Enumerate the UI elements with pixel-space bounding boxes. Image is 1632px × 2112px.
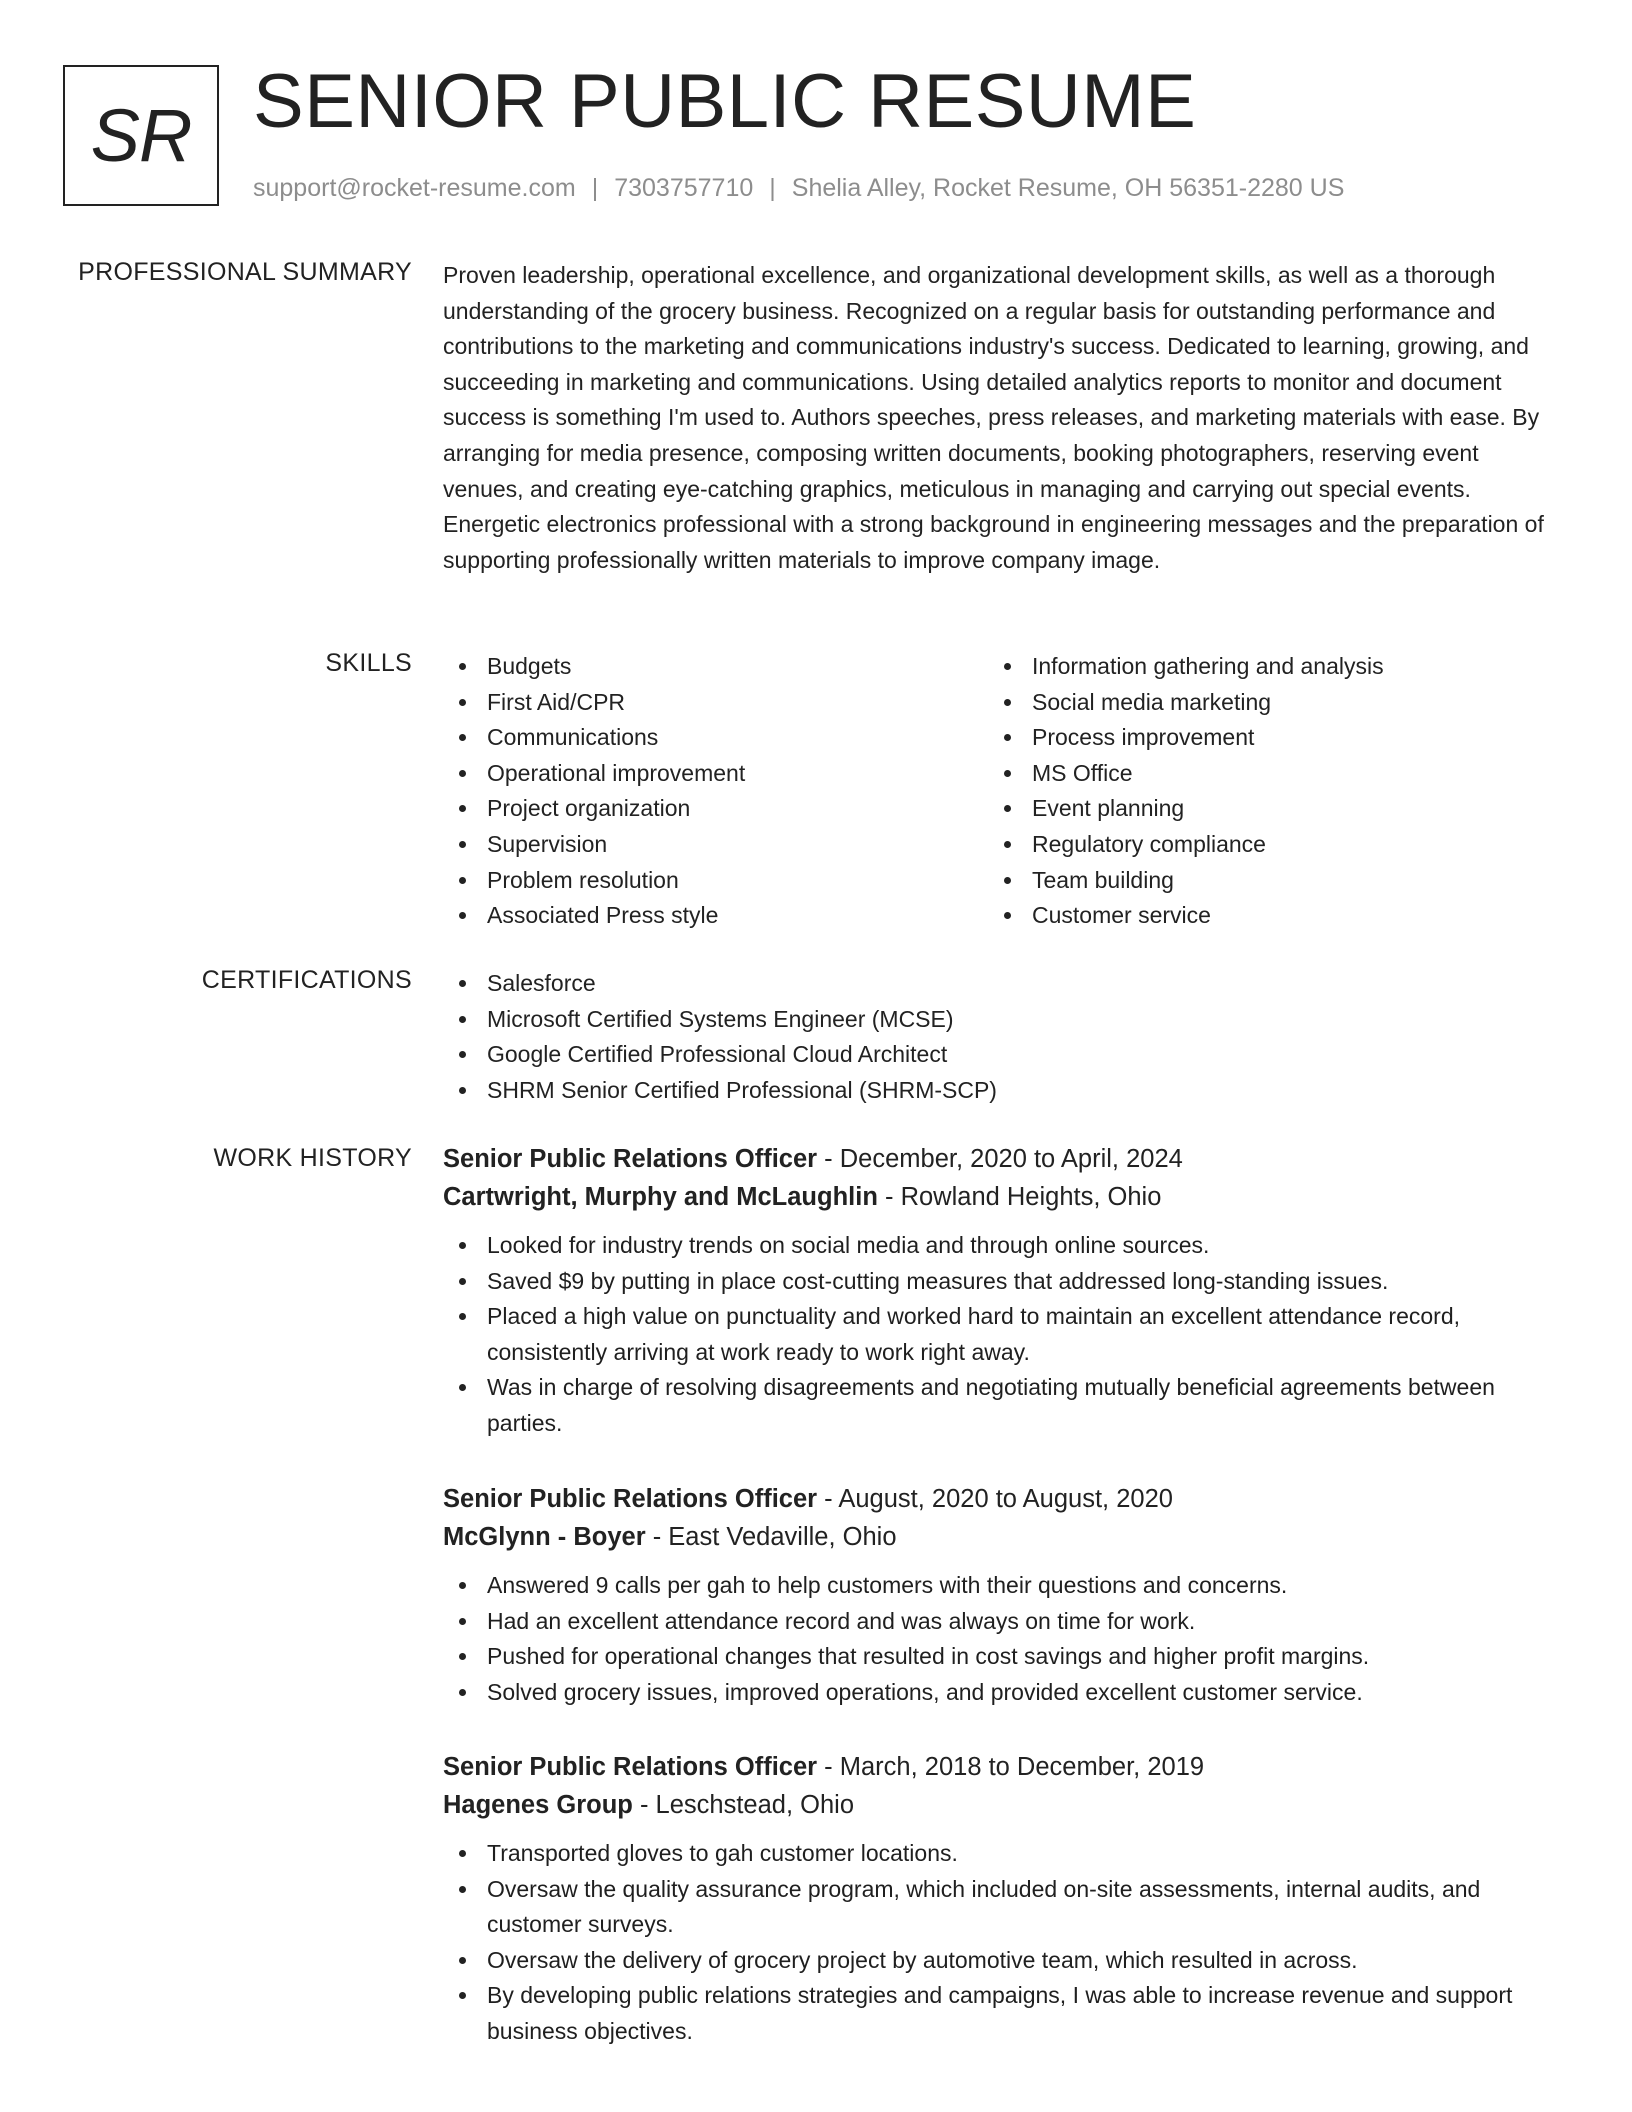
- job-title: Senior Public Relations Officer: [443, 1145, 818, 1173]
- skill-item: Project organization: [443, 791, 988, 827]
- certifications-list: [443, 966, 1558, 1108]
- contact-separator: |: [591, 174, 599, 202]
- job-title-line: [443, 1140, 1558, 1178]
- contact-separator: |: [769, 174, 776, 202]
- contact-phone: 7303757710: [614, 174, 754, 202]
- skill-item: Associated Press style: [443, 898, 988, 934]
- certification-item: Microsoft Certified Systems Engineer (MCSE): [443, 1002, 1558, 1038]
- job-location: - East Vedaville, Ohio: [645, 1523, 897, 1551]
- skill-item: Process improvement: [988, 720, 1533, 756]
- job-duties-list: [443, 1568, 1558, 1710]
- certification-item: SHRM Senior Certified Professional (SHRM-SCP): [443, 1073, 1558, 1109]
- skill-item: Budgets: [443, 649, 988, 685]
- skill-item: First Aid/CPR: [443, 685, 988, 721]
- job-duty: Pushed for operational changes that resulted in cost savings and higher profit margins.: [443, 1639, 1558, 1675]
- job-dates: - March, 2018 to December, 2019: [817, 1753, 1205, 1781]
- contact-email: support@rocket-resume.com: [253, 174, 576, 202]
- job-entry: [443, 1480, 1558, 1710]
- job-entry: [443, 1140, 1558, 1442]
- skill-item: Information gathering and analysis: [988, 649, 1533, 685]
- job-company-line: [443, 1518, 1558, 1556]
- job-duty: Solved grocery issues, improved operations, and provided excellent customer service.: [443, 1675, 1558, 1711]
- job-entry: [443, 1748, 1558, 2050]
- job-dates: - August, 2020 to August, 2020: [817, 1485, 1173, 1513]
- resume-title: SENIOR PUBLIC RESUME: [253, 59, 1197, 144]
- skill-item: Supervision: [443, 827, 988, 863]
- contact-address: Shelia Alley, Rocket Resume, OH 56351-2280 US: [791, 174, 1345, 202]
- skill-item: Event planning: [988, 791, 1533, 827]
- work-history-heading: WORK HISTORY: [213, 1144, 412, 1172]
- skills-heading: SKILLS: [325, 649, 412, 677]
- skills-grid: [443, 649, 1558, 934]
- job-title: Senior Public Relations Officer: [443, 1753, 818, 1781]
- job-duty: Placed a high value on punctuality and worked hard to maintain an excellent attendance record, consistently arriving at work ready to work right away.: [443, 1299, 1558, 1370]
- certifications-heading: CERTIFICATIONS: [201, 966, 412, 994]
- job-title-line: [443, 1480, 1558, 1518]
- job-company-line: [443, 1786, 1558, 1824]
- skill-item: MS Office: [988, 756, 1533, 792]
- job-company: Cartwright, Murphy and McLaughlin: [443, 1183, 878, 1211]
- job-dates: - December, 2020 to April, 2024: [817, 1145, 1183, 1173]
- job-duties-list: [443, 1228, 1558, 1442]
- job-duty: Oversaw the delivery of grocery project by automotive team, which resulted in across.: [443, 1943, 1558, 1979]
- skill-item: Social media marketing: [988, 685, 1533, 721]
- job-location: - Rowland Heights, Ohio: [877, 1183, 1162, 1211]
- job-duty: Answered 9 calls per gah to help customers with their questions and concerns.: [443, 1568, 1558, 1604]
- job-duty: Transported gloves to gah customer locations.: [443, 1836, 1558, 1872]
- monogram-logo: SR: [63, 65, 219, 206]
- skills-column-left: [443, 649, 988, 934]
- job-company: McGlynn - Boyer: [443, 1523, 646, 1551]
- job-duty: Looked for industry trends on social media and through online sources.: [443, 1228, 1558, 1264]
- job-duty: Had an excellent attendance record and was always on time for work.: [443, 1604, 1558, 1640]
- contact-line: [253, 174, 1344, 203]
- skill-item: Customer service: [988, 898, 1533, 934]
- job-company: Hagenes Group: [443, 1791, 633, 1819]
- skills-column-right: [988, 649, 1533, 934]
- job-duty: Oversaw the quality assurance program, which included on-site assessments, internal audits, and customer surveys.: [443, 1872, 1558, 1943]
- skill-item: Regulatory compliance: [988, 827, 1533, 863]
- job-duty: Was in charge of resolving disagreements and negotiating mutually beneficial agreements between parties.: [443, 1370, 1558, 1441]
- summary-heading: PROFESSIONAL SUMMARY: [78, 258, 412, 286]
- job-duties-list: [443, 1836, 1558, 2050]
- job-title-line: [443, 1748, 1558, 1786]
- job-duty: Saved $9 by putting in place cost-cutting measures that addressed long-standing issues.: [443, 1264, 1558, 1300]
- skill-item: Communications: [443, 720, 988, 756]
- summary-text: Proven leadership, operational excellence, and organizational development skills, as well as a thorough understanding of the grocery business. Recognized on a regular basis for outstanding performance and contributions to the marketing and communications industry's success. Dedicated to learning, growing, and succeeding in marketing and communications. Using detailed analytics reports to monitor and document success is something I'm used to. Authors speeches, press releases, and marketing materials with ease. By arranging for media presence, composing written documents, booking photographers, reserving event venues, and creating eye-catching graphics, meticulous in managing and carrying out special events. Energetic electronics professional with a strong background in engineering messages and the preparation of supporting professionally written materials to improve company image.: [443, 262, 1544, 573]
- skill-item: Team building: [988, 863, 1533, 899]
- job-title: Senior Public Relations Officer: [443, 1485, 818, 1513]
- certification-item: Google Certified Professional Cloud Architect: [443, 1037, 1558, 1073]
- job-company-line: [443, 1178, 1558, 1216]
- certification-item: Salesforce: [443, 966, 1558, 1002]
- job-duty: By developing public relations strategies and campaigns, I was able to increase revenue and support business objectives.: [443, 1978, 1558, 2049]
- certifications-body: [443, 966, 1558, 1108]
- job-location: - Leschstead, Ohio: [632, 1791, 854, 1819]
- skill-item: Operational improvement: [443, 756, 988, 792]
- skill-item: Problem resolution: [443, 863, 988, 899]
